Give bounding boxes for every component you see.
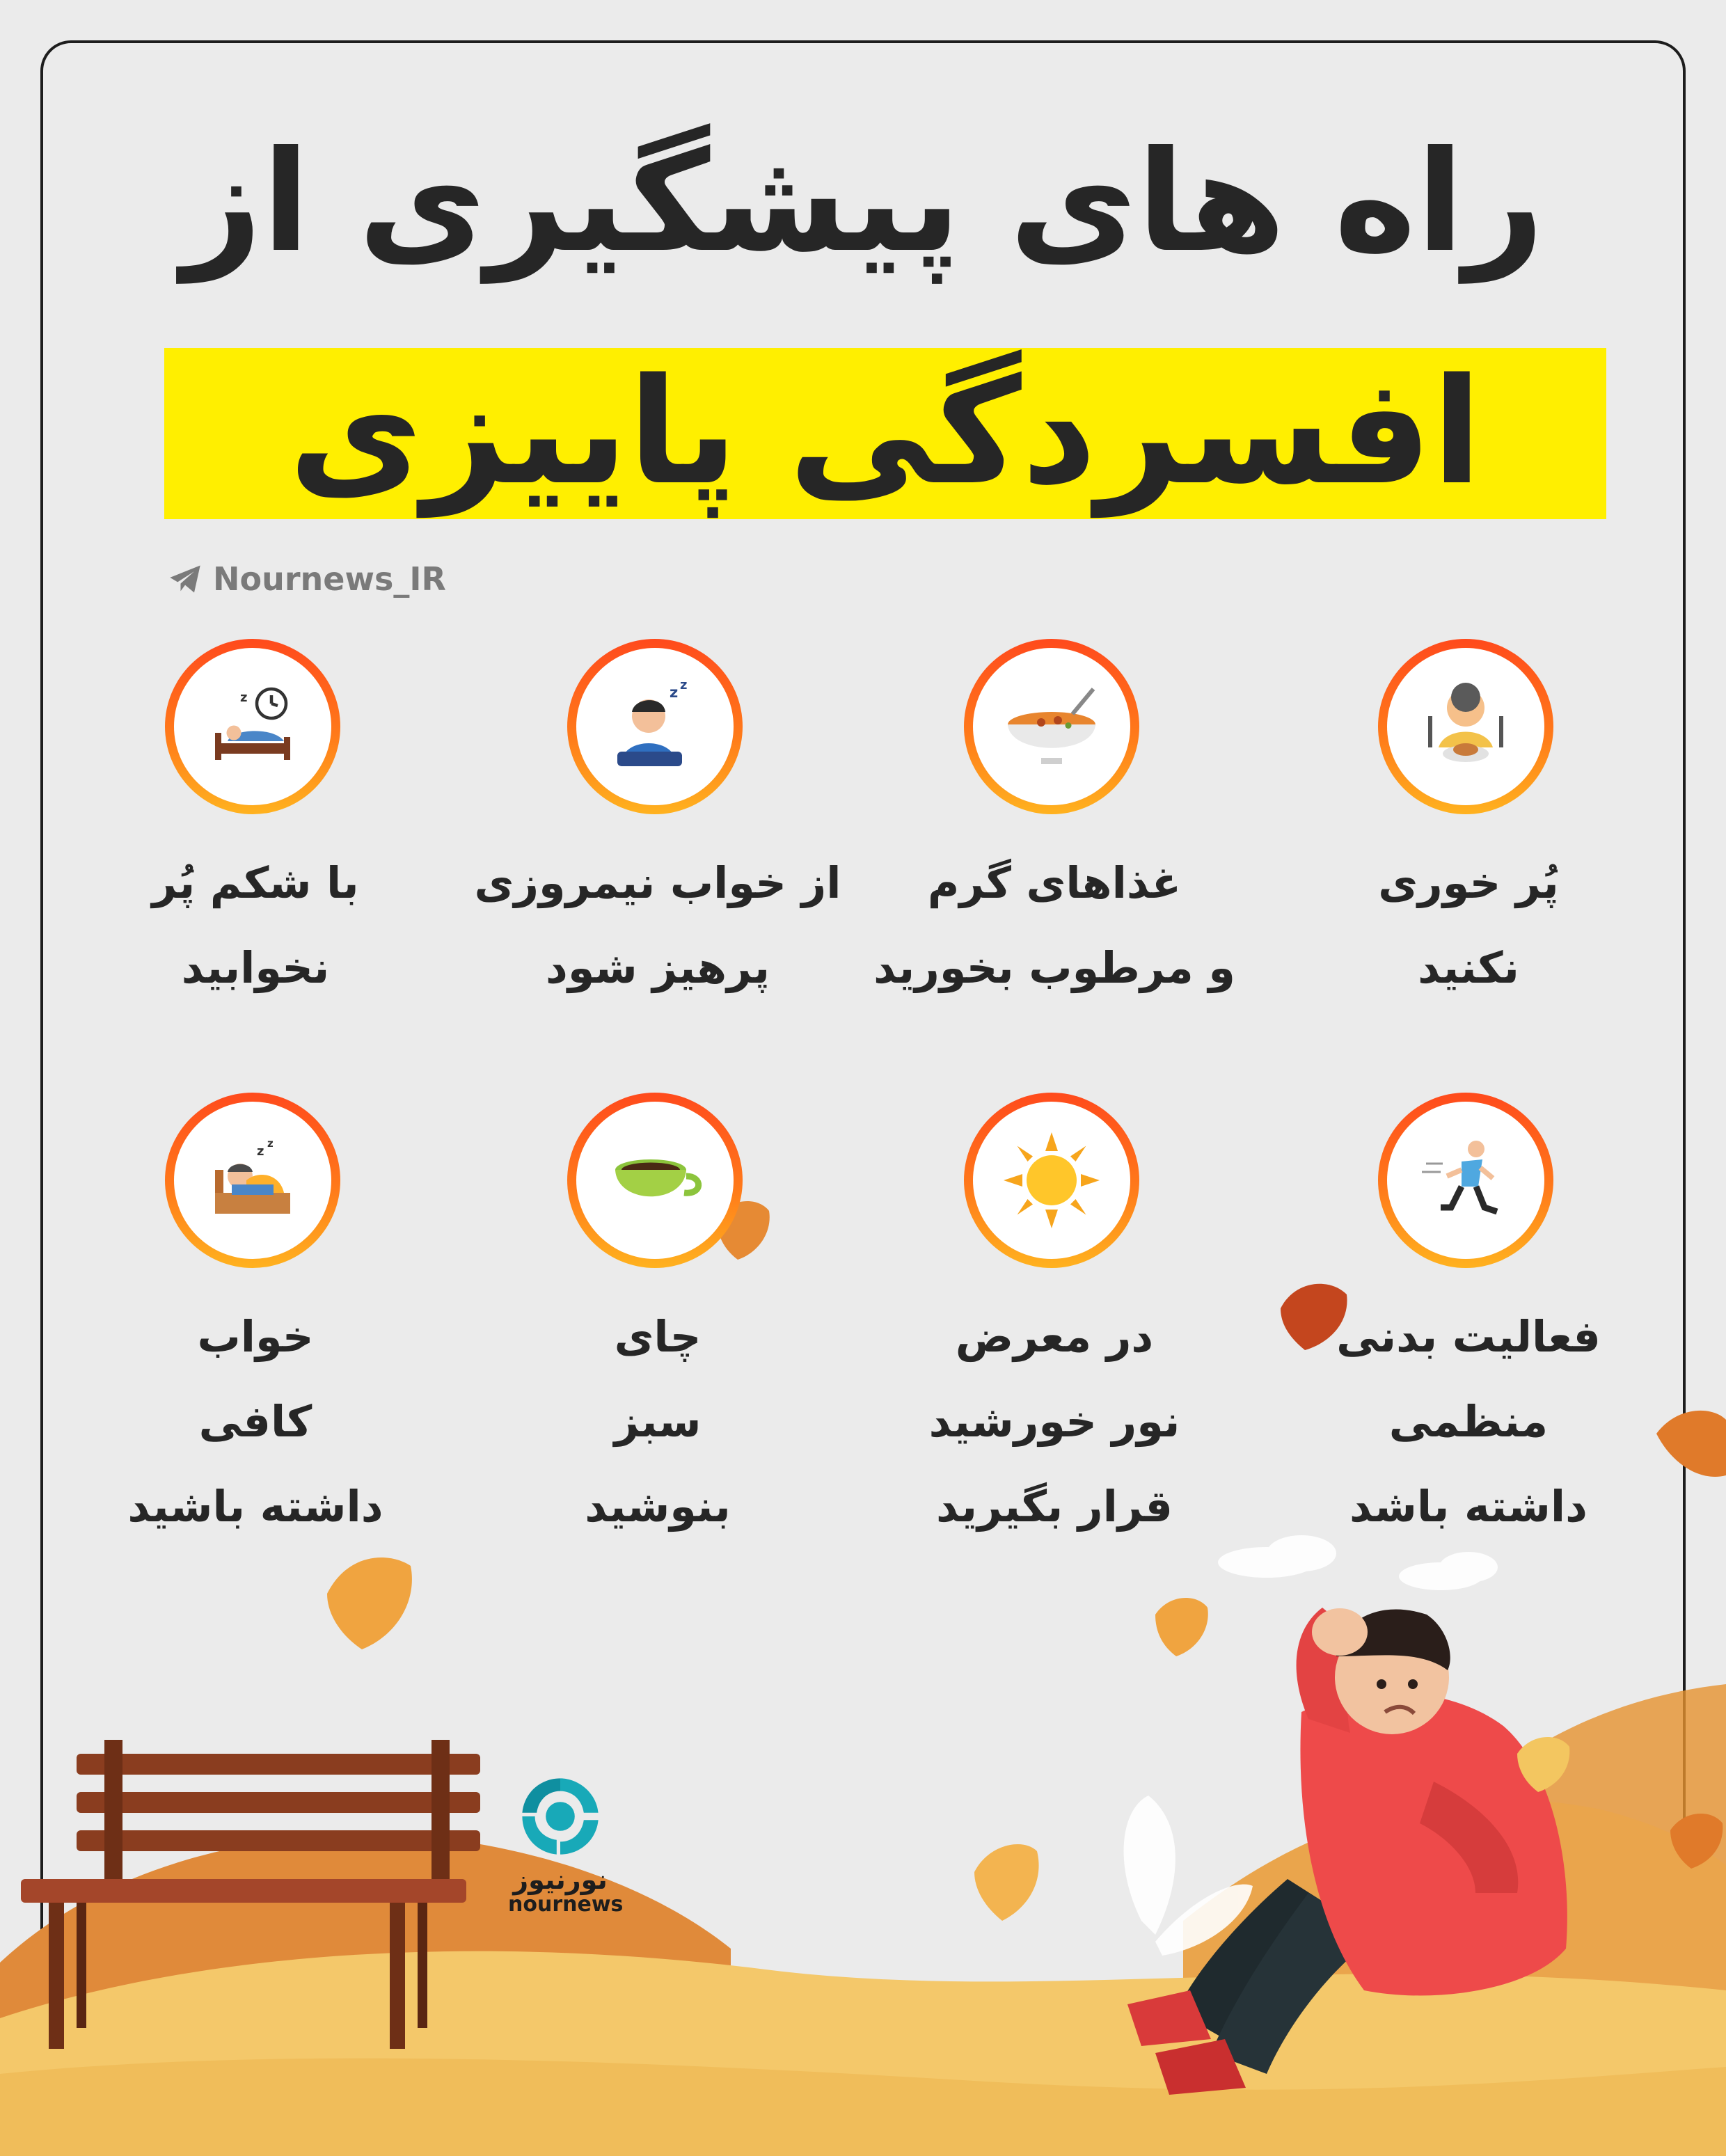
icon-ring [1378,1093,1553,1268]
tip-line: و مرطوب بخورید [873,942,1235,993]
tip-line: نخوابید [181,942,330,993]
svg-text:z: z [240,690,248,705]
handle-text: Nournews_IR [213,560,446,598]
nournews-logo-icon [515,1771,605,1862]
tip-line: چای [614,1311,702,1362]
svg-text:z: z [680,678,688,692]
telegram-icon [167,561,203,597]
icon-ring [964,1093,1139,1268]
sleeping-person-icon [200,1128,305,1232]
title-line-2: افسردگی پاییزی [288,346,1482,517]
tip-line: کافی [198,1396,312,1447]
green-tea-cup-icon [603,1128,707,1232]
icon-ring [567,1093,743,1268]
icon-ring [165,639,340,814]
tip-line: با شکم پُر [152,857,359,908]
icon-ring [964,639,1139,814]
tip-line: نور خورشید [928,1396,1180,1447]
tip-line: غذاهای گرم [927,857,1182,908]
icon-ring [567,639,743,814]
svg-text:z: z [670,684,679,701]
logo-text-en: nournews [508,1892,624,1917]
icon-ring [165,1093,340,1268]
tip-line: داشته باشد [1349,1481,1588,1532]
tip-line: قرار بگیرید [935,1481,1173,1532]
sun-icon [999,1128,1104,1232]
bed-clock-icon [200,674,305,779]
nournews-logo [508,1771,624,1917]
tip-line: خواب [197,1311,314,1362]
svg-text:z: z [257,1144,264,1159]
tip-line: از خواب نیمروزی [474,857,841,908]
soup-bowl-icon [999,674,1104,779]
tip-line: فعالیت بدنی [1336,1311,1601,1362]
running-person-icon [1414,1128,1518,1232]
tip-line: پرهیز شود [546,942,770,993]
title-line-1: راه های پیشگیری از [182,120,1544,283]
tip-line: نکنید [1418,942,1519,993]
tip-line: داشته باشید [127,1481,383,1532]
tip-line: در معرض [955,1311,1154,1362]
svg-text:z: z [267,1137,274,1150]
telegram-handle[interactable] [167,557,446,601]
tip-line: بنوشید [585,1481,731,1532]
tip-line: منظمی [1388,1396,1549,1447]
logo-text-fa: نورنیوز [513,1864,608,1895]
icon-ring [1378,639,1553,814]
overeating-icon [1414,674,1518,779]
tip-line: سبز [614,1396,702,1447]
napping-person-icon [603,674,707,779]
tip-line: پُر خوری [1378,857,1559,908]
